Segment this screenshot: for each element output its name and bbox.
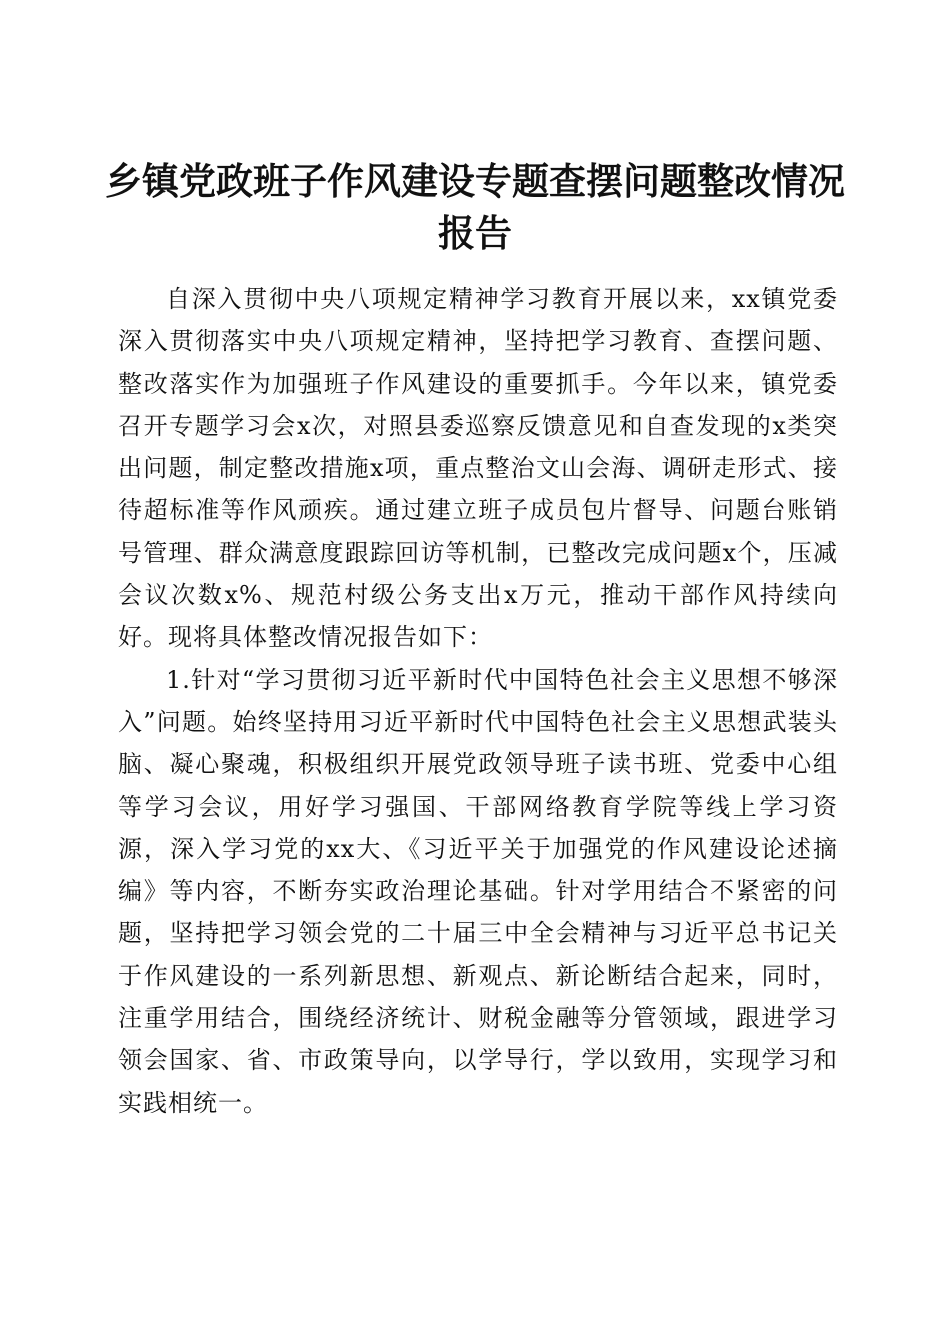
document-title [80, 155, 870, 259]
intro-paragraph: 自深入贯彻中央八项规定精神学习教育开展以来，xx镇党委深入贯彻落实中央八项规定精神，坚持把学习教育、查摆问题、整改落实作为加强班子作风建设的重要抓手。今年以来，镇党委召开专题学习会x次，对照县委巡察反馈意见和自查发现的x类突出问题，制定整改措施x项，重点整治文山会海、调研走形式、接待超标准等作风顽疾。通过建立班子成员包片督导、问题台账销号管理、群众满意度跟踪回访等机制，已整改完成问题x个，压减会议次数x%、规范村级公务支出x万元，推动干部作风持续向好。现将具体整改情况报告如下： [118, 285, 838, 652]
title-line-1: 乡镇党政班子作风建设专题查摆问题整改情况 [105, 158, 845, 203]
title-line-2: 报告 [438, 210, 512, 255]
item-1-paragraph: 1.针对“学习贯彻习近平新时代中国特色社会主义思想不够深入”问题。始终坚持用习近平新时代中国特色社会主义思想武装头脑、凝心聚魂，积极组织开展党政领导班子读书班、党委中心组等学习会议，用好学习强国、干部网络教育学院等线上学习资源，深入学习党的xx大、《习近平关于加强党的作风建设论述摘编》等内容，不断夯实政治理论基础。针对学用结合不紧密的问题，坚持把学习领会党的二十届三中全会精神与习近平总书记关于作风建设的一系列新思想、新观点、新论断结合起来，同时，注重学用结合，围绕经济统计、财税金融等分管领域，跟进学习领会国家、省、市政策导向，以学导行，学以致用，实现学习和实践相统一。 [118, 665, 838, 1117]
document-body [118, 278, 838, 1124]
